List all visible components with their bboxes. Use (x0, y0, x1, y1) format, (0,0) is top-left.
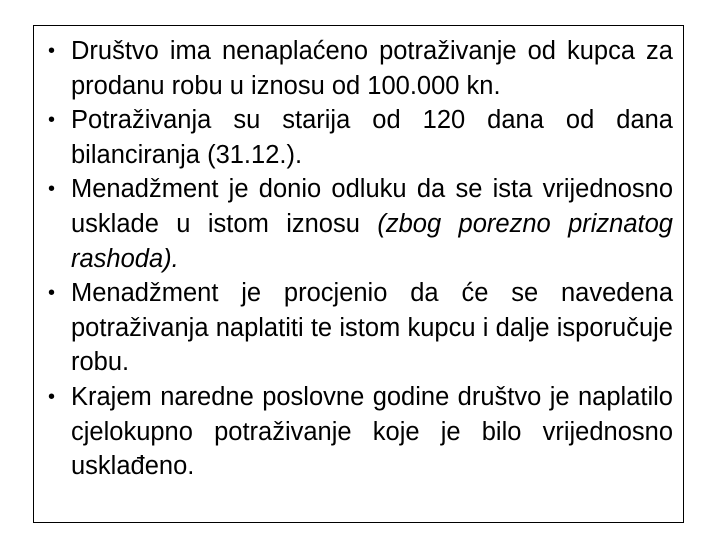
bullet-text: Menadžment je donio odluku da se ista vrijednosno usklade u istom iznosu (zbog porezno priznatog rashoda). (71, 175, 673, 273)
bullet-icon: • (48, 282, 56, 305)
bullet-list (48, 34, 673, 484)
bullet-item (48, 34, 673, 103)
bullet-text: Krajem naredne poslovne godine društvo je naplatilo cjelokupno potraživanje koje je bilo vrijednosno usklađeno. (71, 382, 673, 481)
bullet-text: Potraživanja su starija od 120 dana od dana bilanciranja (31.12.). (71, 106, 673, 169)
bullet-icon: • (48, 385, 56, 408)
bullet-icon: • (48, 40, 56, 62)
bullet-item (48, 103, 673, 172)
bullet-item (48, 380, 673, 484)
bullet-icon: • (48, 178, 56, 201)
bullet-item (48, 276, 673, 380)
slide-frame (33, 25, 684, 523)
bullet-icon: • (48, 109, 56, 132)
bullet-item (48, 172, 673, 276)
bullet-text: Društvo ima nenaplaćeno potraživanje od kupca za prodanu robu u iznosu od 100.000 kn. (71, 37, 673, 100)
bullet-text: Menadžment je procjenio da će se navedena potraživanja naplatiti te istom kupcu i dalje isporučuje robu. (71, 279, 673, 377)
